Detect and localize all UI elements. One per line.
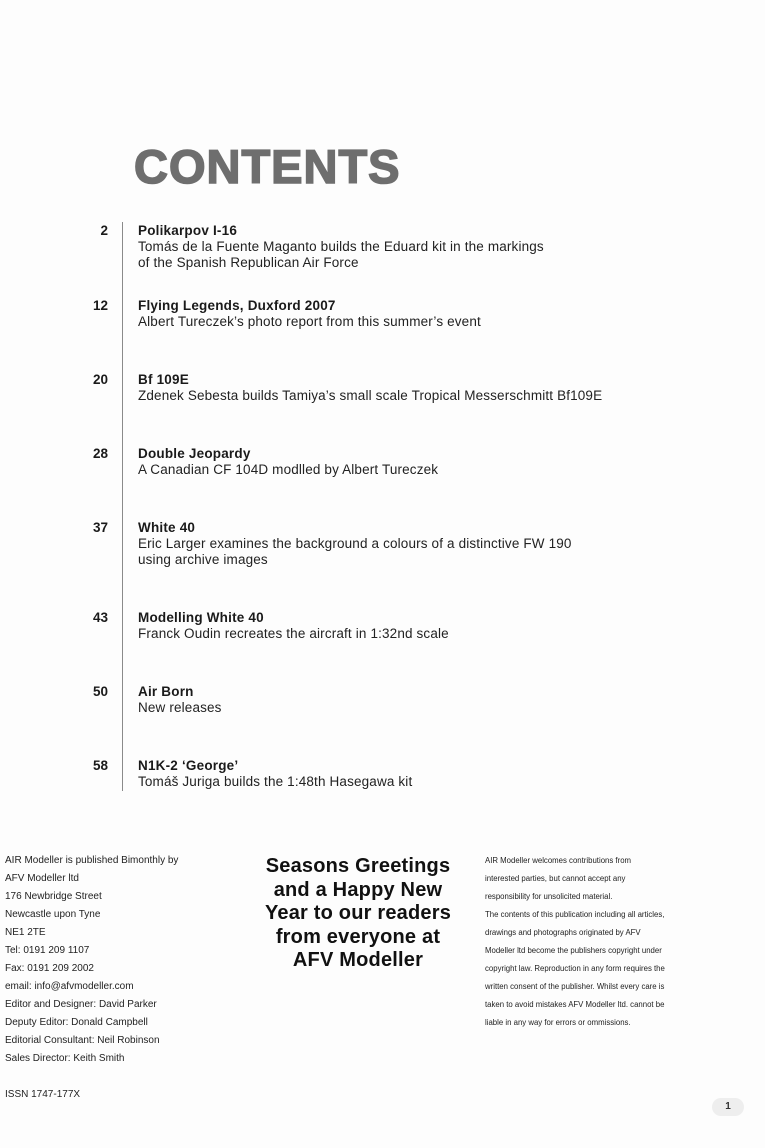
toc-title: N1K-2 ‘George’ bbox=[138, 758, 239, 773]
toc-page-number: 43 bbox=[92, 610, 108, 625]
toc-title: Flying Legends, Duxford 2007 bbox=[138, 298, 336, 313]
notice-line: Modeller ltd become the publishers copyright under bbox=[485, 946, 662, 955]
toc-page-number: 2 bbox=[100, 223, 108, 238]
toc-description: Albert Tureczek’s photo report from this summer’s event bbox=[138, 314, 481, 329]
toc-title: Modelling White 40 bbox=[138, 610, 264, 625]
notice-line: responsibility for unsolicited material. bbox=[485, 892, 613, 901]
notice-line: written consent of the publisher. Whilst every care is bbox=[485, 982, 665, 991]
toc-page-number: 58 bbox=[92, 758, 108, 773]
notice-line: The contents of this publication including all articles, bbox=[485, 910, 665, 919]
imprint-line: Sales Director: Keith Smith bbox=[5, 1053, 125, 1064]
toc-page-number: 28 bbox=[92, 446, 108, 461]
greeting-line: Seasons Greetings bbox=[265, 855, 451, 877]
imprint-line: 176 Newbridge Street bbox=[5, 891, 102, 902]
greeting-line: AFV Modeller bbox=[292, 949, 424, 971]
notice-line: interested parties, but cannot accept any bbox=[485, 874, 626, 883]
notice-line: drawings and photographs originated by AFV bbox=[485, 928, 641, 937]
greeting-line: and a Happy New bbox=[273, 878, 443, 901]
toc-title: Air Born bbox=[138, 684, 194, 699]
imprint-line: Editorial Consultant: Neil Robinson bbox=[5, 1035, 160, 1046]
imprint-line: Newcastle upon Tyne bbox=[5, 909, 101, 920]
toc-page-number: 12 bbox=[92, 298, 108, 313]
toc-title: White 40 bbox=[138, 520, 196, 535]
toc-description: Tomáš Juriga builds the 1:48th Hasegawa kit bbox=[138, 774, 413, 789]
publisher-imprint bbox=[5, 852, 178, 1068]
toc-title: Bf 109E bbox=[138, 372, 189, 387]
toc-page-number: 50 bbox=[92, 684, 108, 699]
imprint-line: Fax: 0191 209 2002 bbox=[5, 963, 94, 974]
toc-description: using archive images bbox=[138, 552, 268, 567]
seasons-greeting bbox=[240, 855, 476, 973]
imprint-line: Editor and Designer: David Parker bbox=[5, 999, 157, 1010]
notice-line: copyright law. Reproduction in any form requires the bbox=[485, 964, 665, 973]
imprint-line: NE1 2TE bbox=[5, 927, 46, 938]
notice-line: AIR Modeller welcomes contributions from bbox=[485, 856, 632, 865]
imprint-email[interactable]: email: info@afvmodeller.com bbox=[5, 981, 134, 992]
imprint-line: Deputy Editor: Donald Campbell bbox=[5, 1017, 148, 1028]
imprint-line: AFV Modeller ltd bbox=[5, 873, 79, 884]
greeting-line: Year to our readers bbox=[264, 902, 452, 924]
toc-title: Polikarpov I-16 bbox=[138, 223, 238, 238]
imprint-line: AIR Modeller is published Bimonthly by bbox=[5, 855, 179, 866]
toc-description: Tomás de la Fuente Maganto builds the Eduard kit in the markings bbox=[138, 239, 544, 254]
issn-number: ISSN 1747-177X bbox=[5, 1089, 81, 1100]
page-number-badge: 1 bbox=[712, 1098, 744, 1116]
toc-description: of the Spanish Republican Air Force bbox=[138, 255, 359, 270]
toc-description: New releases bbox=[138, 700, 222, 715]
copyright-notice bbox=[485, 852, 735, 1032]
notice-line: taken to avoid mistakes AFV Modeller ltd. cannot be bbox=[485, 1000, 665, 1009]
toc-title: Double Jeopardy bbox=[138, 446, 251, 461]
imprint-line: Tel: 0191 209 1107 bbox=[5, 945, 90, 956]
greeting-line: from everyone at bbox=[275, 925, 441, 948]
notice-line: liable in any way for errors or ommissions. bbox=[485, 1018, 631, 1027]
page-title: CONTENTS bbox=[134, 140, 401, 193]
toc-page-number: 20 bbox=[92, 372, 108, 387]
toc-description: Zdenek Sebesta builds Tamiya’s small scale Tropical Messerschmitt Bf109E bbox=[138, 388, 603, 403]
toc-description: Eric Larger examines the background a colours of a distinctive FW 190 bbox=[138, 536, 572, 551]
toc-divider bbox=[122, 222, 123, 791]
toc-description: A Canadian CF 104D modlled by Albert Tureczek bbox=[138, 462, 439, 477]
toc-page-number: 37 bbox=[92, 520, 108, 535]
toc-description: Franck Oudin recreates the aircraft in 1:32nd scale bbox=[138, 626, 449, 641]
